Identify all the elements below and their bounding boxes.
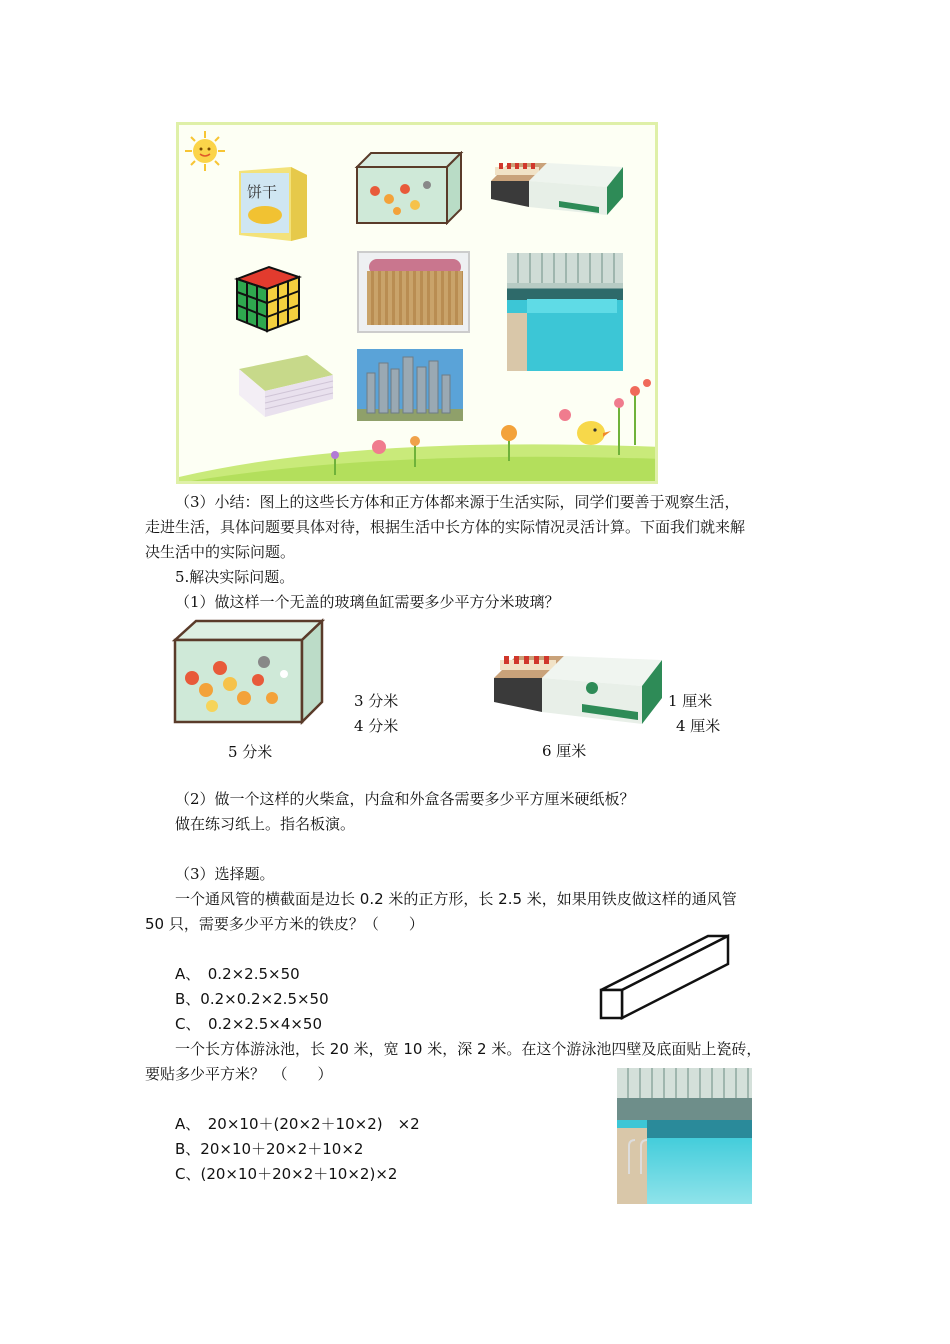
flower-planter-image xyxy=(357,251,470,333)
matchbox-width-label: 4 厘米 xyxy=(676,717,721,735)
sun-icon xyxy=(183,129,227,173)
fish-tank-image xyxy=(353,151,465,225)
biscuit-box-label: 饼干 xyxy=(247,183,278,201)
tank-height-label: 3 分米 xyxy=(354,692,399,710)
pool-option-a: A、 20×10＋(20×2＋10×2) ×2 xyxy=(175,1115,420,1133)
question-2-note: 做在练习纸上。指名板演。 xyxy=(175,815,356,833)
pool-ladder-icon xyxy=(623,1138,653,1178)
duct-option-b: B、0.2×0.2×2.5×50 xyxy=(175,990,329,1008)
tank-length-label: 5 分米 xyxy=(228,743,273,761)
pool-question-line-2: 要贴多少平方米？ （ ） xyxy=(145,1065,333,1083)
matchbox-image xyxy=(489,157,625,219)
flowers-icon xyxy=(319,375,658,484)
duct-option-c: C、 0.2×2.5×4×50 xyxy=(175,1015,323,1033)
question-3-heading: （3）选择题。 xyxy=(175,865,275,883)
matchbox-height-label: 1 厘米 xyxy=(668,692,713,710)
summary-line-1: （3）小结：图上的这些长方体和正方体都来源于生活实际，同学们要善于观察生活， xyxy=(175,493,740,511)
duct-question-line-1: 一个通风管的横截面是边长 0.2 米的正方形，长 2.5 米，如果用铁皮做这样的通风管 xyxy=(175,890,737,908)
question-2: （2）做一个这样的火柴盒，内盒和外盒各需要多少平方厘米硬纸板？ xyxy=(175,790,635,808)
illustration-collage xyxy=(176,122,658,484)
duct-question-line-2: 50 只，需要多少平方米的铁皮？（ ） xyxy=(145,915,424,933)
section-5-heading: 5.解决实际问题。 xyxy=(175,568,295,586)
duct-option-a: A、 0.2×2.5×50 xyxy=(175,965,300,983)
pool-option-b: B、20×10＋20×2＋10×2 xyxy=(175,1140,364,1158)
rubik-cube-image xyxy=(233,265,303,333)
pool-question-line-1: 一个长方体游泳池，长 20 米，宽 10 米，深 2 米。在这个游泳池四壁及底面贴上瓷砖， xyxy=(175,1040,762,1058)
summary-line-2: 走进生活，具体问题要具体对待，根据生活中长方体的实际情况灵活计算。下面我们就来解 xyxy=(145,518,746,536)
pool-option-c: C、(20×10＋20×2＋10×2)×2 xyxy=(175,1165,398,1183)
question-1: （1）做这样一个无盖的玻璃鱼缸需要多少平方分米玻璃？ xyxy=(175,593,560,611)
tank-width-label: 4 分米 xyxy=(354,717,399,735)
summary-line-3: 决生活中的实际问题。 xyxy=(145,543,296,561)
matchbox-diagram xyxy=(492,648,664,726)
biscuit-box-image xyxy=(233,163,313,241)
air-duct-diagram xyxy=(598,932,734,1020)
fish-tank-diagram xyxy=(172,618,326,726)
matchbox-length-label: 6 厘米 xyxy=(542,742,587,760)
swimming-pool-image xyxy=(507,253,623,371)
swimming-pool-photo xyxy=(617,1068,752,1204)
